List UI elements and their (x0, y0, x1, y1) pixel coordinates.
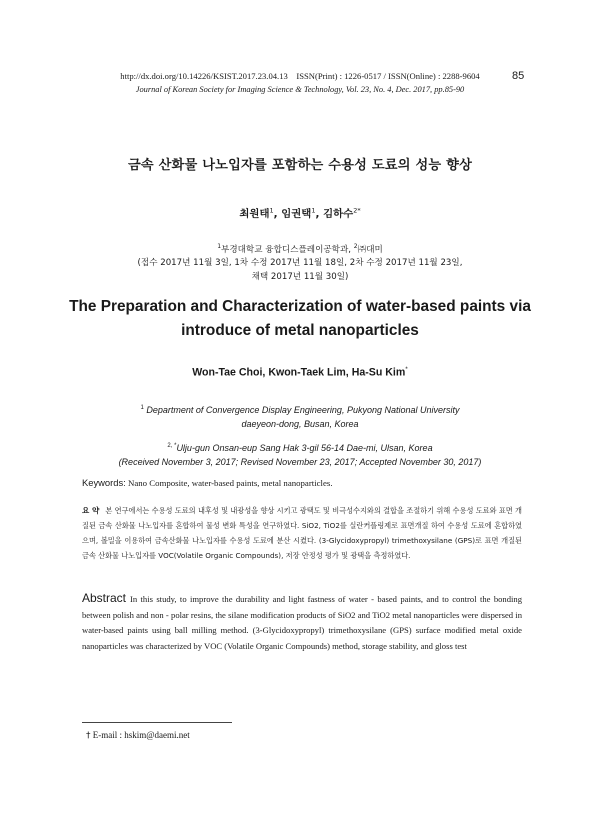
aff-en-line3 (0, 439, 600, 455)
aff-en-sup2: 2, * (167, 443, 177, 449)
aff-ko-univ: 부경대학교 융합디스플레이공학과, (221, 244, 354, 255)
footnote-email (86, 730, 190, 741)
title-en-line2: introduce of metal nanoparticles (181, 322, 419, 339)
received-dates-ko-line1: (접수 2017년 11월 3일, 1차 수정 2017년 11월 18일, 2차 수정 2017년 11월 23일, (137, 258, 463, 269)
keywords (82, 477, 522, 488)
keywords-label: Keywords: (82, 477, 126, 488)
affiliation-korean (0, 240, 600, 284)
footnote-divider (82, 722, 232, 723)
abstract-ko-label: 요 약 (82, 506, 100, 515)
authors-english (0, 366, 600, 379)
authors-korean (0, 205, 600, 220)
author-sep: , (273, 208, 282, 220)
aff-ko-company: ㈜대미 (357, 244, 383, 255)
aff-ko-sup2: 2 (353, 243, 358, 250)
footnote-email-text: E-mail : hskim@daemi.net (90, 730, 190, 740)
authors-en-sup: * (405, 366, 408, 373)
keywords-text: Nano Composite, water-based paints, metal nanoparticles. (125, 478, 333, 488)
abstract-english (82, 591, 522, 654)
authors-en-text: Won-Tae Choi, Kwon-Taek Lim, Ha-Su Kim (192, 366, 406, 379)
page-number: 85 (512, 70, 525, 82)
doi-issn-line: http://dx.doi.org/10.14226/KSIST.2017.23.04.13 ISSN(Print) : 1226-0517 / ISSN(Online) : 2288-9604 (120, 71, 480, 81)
aff-en-line2: daeyeon-dong, Busan, Korea (241, 419, 359, 429)
journal-citation: Journal of Korean Society for Imaging Science & Technology, Vol. 23, No. 4, Dec. 2017, pp.85-90 (135, 85, 465, 94)
affiliation-english (0, 401, 600, 469)
author-1-ko: 최원태 (239, 208, 270, 220)
title-english (0, 295, 600, 343)
title-korean: 금속 산화물 나노입자를 포함하는 수용성 도료의 성능 향상 (127, 158, 473, 173)
received-dates-en: (Received November 3, 2017; Revised November 23, 2017; Accepted November 30, 2017) (118, 457, 482, 467)
abstract-en-text: In this study, to improve the durability and light fastness of water - based paints, and to control the bonding between polish and non - polar resins, the silane modification products of SiO2 and TiO2 metal nanoparticles were dispersed in water-based paints using ball milling method. (3-Glycidoxypropyl) trimethoxysilane (GPS) surface modified metal oxide nanoparticles was characterized by VOC (Volatile Organic Compounds) method, storage stability, and gloss test (82, 594, 522, 651)
author-3-ko-sup: 2* (353, 206, 361, 215)
abstract-korean (82, 503, 522, 563)
author-2-ko-sup: 1 (311, 206, 316, 215)
title-en-line1: The Preparation and Characterization of water-based paints via (69, 298, 531, 315)
aff-en-sup1: 1 (140, 405, 144, 411)
aff-ko-sup1: 1 (217, 243, 222, 250)
abstract-ko-text: 본 연구에서는 수용성 도료의 내후성 및 내광성을 향상 시키고 광택도 및 비극성수지와의 결합을 조절하기 위해 수용성 도료와 표면 개질된 금속 산화물 나노입자를 혼합하여 물성 변화 특성을 연구하였다. SiO2, TiO2를 실란커플링제로 표면개질 하여 수용성 도료에 혼합하였으며, 볼밀을 이용하여 금속산화물 나노입자를 수용성 도료에 분산 시켰다. (3-Glycidoxypropyl) trimethoxysilane (GPS)로 표면 개질된 금속 산화물 나노입자를 VOC(Volatile Organic Compounds), 저장 안정성 평가 및 광택을 측정하였다. (82, 506, 522, 560)
aff-en-company: Ulju-gun Onsan-eup Sang Hak 3-gil 56-14 Dae-mi, Ulsan, Korea (176, 443, 433, 453)
author-1-ko-sup: 1 (269, 206, 274, 215)
abstract-en-label: Abstract (82, 591, 127, 605)
aff-en-line1 (0, 401, 600, 417)
author-2-ko: 임권택 (281, 208, 312, 220)
dagger-icon: † (86, 731, 91, 741)
received-dates-ko-line2: 채택 2017년 11월 30일) (251, 271, 349, 282)
author-sep: , (315, 208, 324, 220)
affiliation-ko-line1 (0, 240, 600, 257)
aff-en-dept: Department of Convergence Display Engineering, Pukyong National University (143, 405, 460, 415)
author-3-ko: 김하수 (323, 208, 354, 220)
